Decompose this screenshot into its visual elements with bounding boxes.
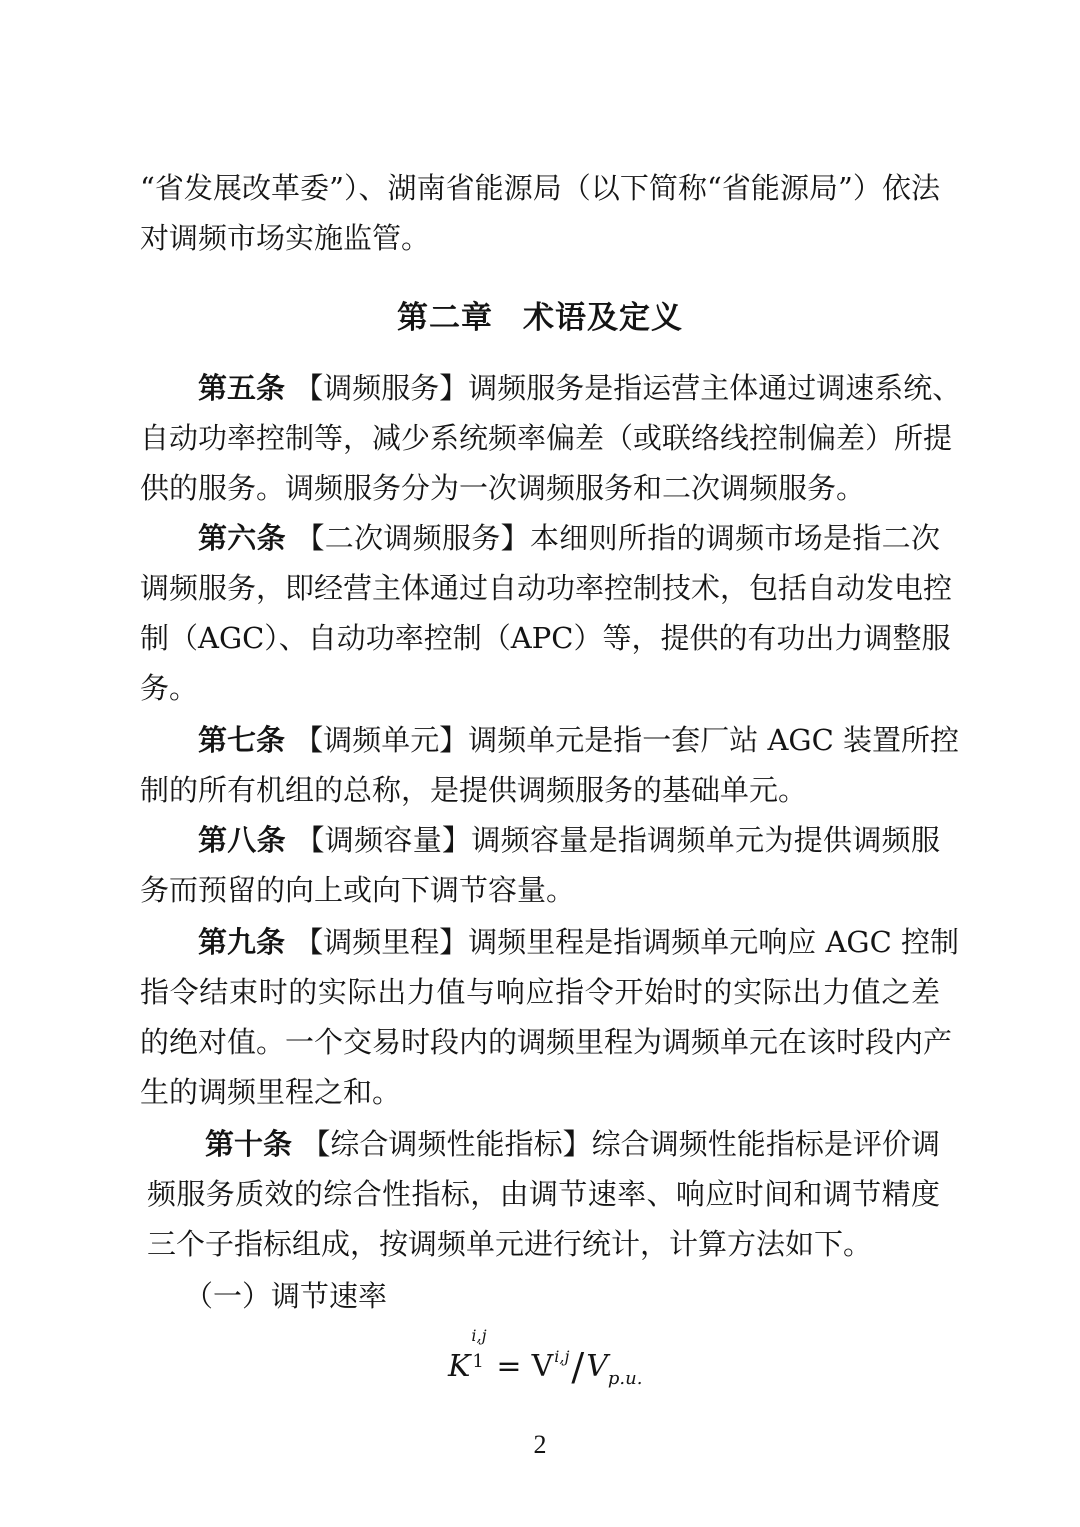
article-number: 第五条 [198, 371, 286, 405]
article-5-line-1 [198, 368, 962, 408]
article-5-line-3: 供的服务。调频服务分为一次调频服务和二次调频服务。 [140, 471, 866, 505]
chapter-heading [0, 296, 1080, 340]
article-text: 调频容量是指调频单元为提供调频服 [471, 823, 940, 857]
article-7-line-2: 制的所有机组的总称，是提供调频服务的基础单元。 [140, 773, 808, 807]
article-9-line-1 [198, 922, 959, 962]
intro-line-1: “省发展改革委”）、湖南省能源局（以下简称“省能源局”）依法 [140, 171, 940, 205]
formula-rhs-symbol: V [531, 1349, 554, 1384]
article-9-line-2: 指令结束时的实际出力值与响应指令开始时的实际出力值之差 [140, 975, 940, 1009]
article-term: 【调频单元】 [294, 723, 469, 757]
formula-divider: / [571, 1345, 585, 1389]
article-8-line-2: 务而预留的向上或向下调节容量。 [140, 873, 576, 907]
article-5-line-2: 自动功率控制等，减少系统频率偏差（或联络线控制偏差）所提 [140, 421, 953, 455]
article-text: 调频单元是指一套厂站 AGC 装置所控 [468, 723, 959, 757]
formula-lhs-subscript: 1 [472, 1351, 484, 1372]
article-term: 【调频里程】 [294, 925, 469, 959]
article-6-line-3: 制（AGC）、自动功率控制（APC）等，提供的有功出力调整服 [140, 621, 951, 655]
formula-equals: = [496, 1349, 522, 1384]
formula-denominator-symbol: V [586, 1349, 608, 1384]
article-number: 第九条 [198, 925, 286, 959]
article-text: 综合调频性能指标是评价调 [591, 1127, 940, 1161]
article-10-line-1 [205, 1124, 940, 1164]
article-number: 第六条 [198, 521, 286, 555]
article-term: 【二次调频服务】 [295, 521, 530, 555]
article-9-line-3: 的绝对值。一个交易时段内的调频里程为调频单元在该时段内产 [140, 1025, 953, 1059]
subsection-heading: （一）调节速率 [184, 1279, 388, 1313]
article-term: 【调频容量】 [295, 823, 472, 857]
formula-rhs-superscript: i,j [554, 1347, 570, 1366]
article-10-line-3: 三个子指标组成，按调频单元进行统计，计算方法如下。 [147, 1227, 873, 1261]
article-term: 【综合调频性能指标】 [301, 1127, 592, 1161]
formula-lhs-symbol: K [448, 1349, 471, 1384]
chapter-number: 第二章 [397, 300, 493, 336]
formula-lhs-indices [470, 1326, 490, 1372]
article-text: 本细则所指的调频市场是指二次 [529, 521, 940, 555]
article-6-line-1 [198, 518, 940, 558]
article-6-line-4: 务。 [140, 671, 199, 705]
article-text: 调频服务是指运营主体通过调速系统、 [468, 371, 962, 405]
article-9-line-4: 生的调频里程之和。 [140, 1075, 402, 1109]
formula-adjustment-rate [448, 1326, 643, 1404]
article-text: 调频里程是指调频单元响应 AGC 控制 [468, 925, 959, 959]
article-term: 【调频服务】 [294, 371, 469, 405]
article-8-line-1 [198, 820, 940, 860]
article-10-line-2: 频服务质效的综合性指标，由调节速率、响应时间和调节精度 [147, 1177, 940, 1211]
formula-lhs-superscript: i,j [471, 1326, 487, 1345]
article-6-line-2: 调频服务，即经营主体通过自动功率控制技术，包括自动发电控 [140, 571, 953, 605]
chapter-title: 术语及定义 [523, 300, 683, 336]
article-7-line-1 [198, 720, 959, 760]
article-number: 第七条 [198, 723, 286, 757]
formula-denominator-subscript: p.u. [607, 1368, 643, 1389]
article-number: 第八条 [198, 823, 286, 857]
page-number: 2 [533, 1430, 547, 1459]
intro-line-2: 对调频市场实施监管。 [140, 221, 431, 255]
article-number: 第十条 [205, 1127, 293, 1161]
